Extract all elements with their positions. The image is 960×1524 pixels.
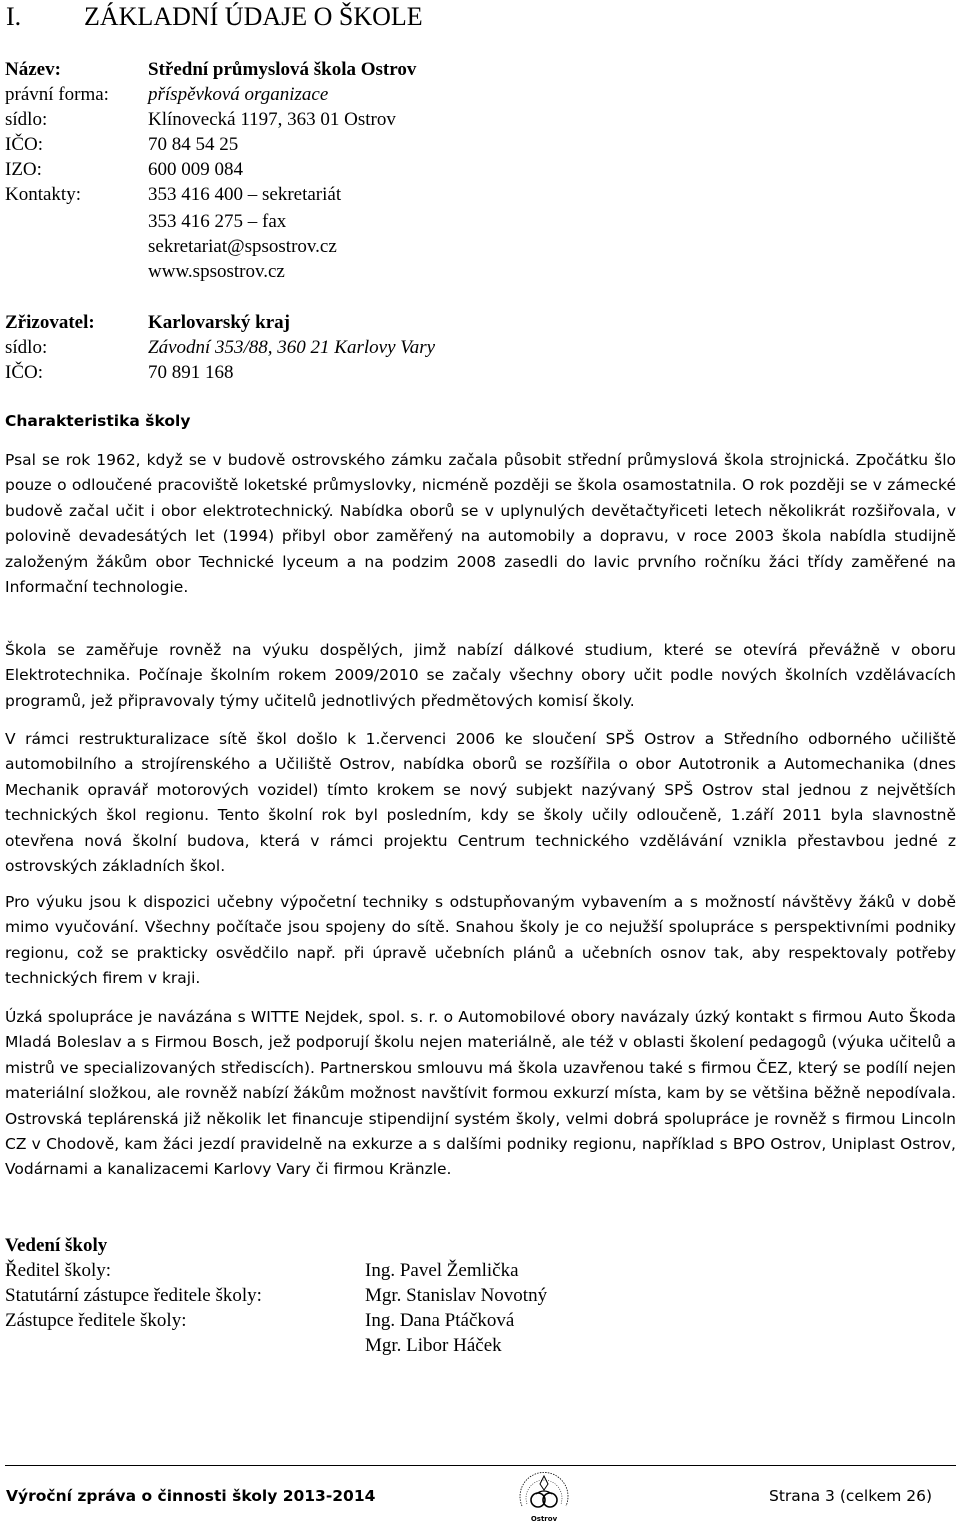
footer-divider (5, 1465, 956, 1466)
footer-report-title: Výroční zpráva o činnosti školy 2013-2014 (6, 1487, 376, 1505)
management-name: Ing. Dana Ptáčková (365, 1310, 515, 1331)
heading-title: ZÁKLADNÍ ÚDAJE O ŠKOLE (84, 2, 423, 31)
legal-form: příspěvková organizace (148, 84, 329, 105)
contact-web[interactable]: www.spsostrov.cz (148, 261, 285, 282)
contact-phone: 353 416 400 – sekretariát (148, 184, 342, 205)
management-title: Vedení školy (5, 1235, 108, 1256)
logo-text: Ostrov (530, 1515, 558, 1523)
paragraph-partners: Úzká spolupráce je navázána s WITTE Nejdek, spol. s. r. o Automobilové obory navázaly úzký kontakt s firmou Auto Škoda Mladá Boleslav a s Firmou Bosch, jež podporují školu nejen materiálně, ale též v oblasti školení pedagogů (výuka učitelů a mistrů ve specializovaných střediscích). Partnerskou smlouvu má škola uzavřenou také s firmou ČEZ, který se podílí nejen materiální složkou, ale rovněž nabízí žákům možnost navštívit formou exkurzí místa, kam by se většina běžně nepodívala. Ostrovská teplárenská již několik let financuje stipendijní systém školy, velmi dobrá spolupráce je rovněž s firmou Lincoln CZ v Chodově, kam žáci jezdí pravidelně na exkurze a s dalšími podniky regionu, například s BPO Ostrov, Uniplast Ostrov, Vodárnami a kanalizacemi Karlovy Vary či firmou Kränzle. (5, 1008, 956, 1179)
founder-name: Karlovarský kraj (148, 312, 290, 333)
school-name: Střední průmyslová škola Ostrov (148, 59, 417, 80)
contact-fax: 353 416 275 – fax (148, 211, 287, 232)
school-izo-label: IZO: (5, 159, 42, 180)
contact-email[interactable]: sekretariat@spsostrov.cz (148, 236, 337, 257)
management-role: Ředitel školy: (5, 1260, 112, 1281)
school-seat-label: sídlo: (5, 109, 48, 130)
paragraph-history: Psal se rok 1962, když se v budově ostrovského zámku začala působit střední průmyslová škola strojnická. Zpočátku šlo pouze o odloučené pracoviště loketské průmyslovky, nicméně později se škola osamostatnila. O rok později se v zámecké budově začal učit i obor elektrotechnický. Nabídka oborů se v uplynulých devětačtyřiceti letech několikrát rozšiřovala, v polovině devadesátých let (1994) přibyl obor zaměřený na automobily a dopravu, v roce 2003 škola nabídla studijně založeným žákům obor Technické lyceum a na podzim 2008 zasedli do lavic prvního ročníku žáci třídy zaměřené na Informační technologie. (5, 451, 956, 597)
founder-ico: 70 891 168 (148, 362, 234, 383)
school-ico-label: IČO: (5, 134, 43, 155)
management-name: Ing. Pavel Žemlička (365, 1260, 519, 1281)
characteristics-title: Charakteristika školy (5, 412, 191, 430)
footer-page-number: Strana 3 (celkem 26) (769, 1487, 932, 1505)
school-seat: Klínovecká 1197, 363 01 Ostrov (148, 109, 396, 130)
founder-ico-label: IČO: (5, 362, 43, 383)
school-izo: 600 009 084 (148, 159, 243, 180)
management-name: Mgr. Stanislav Novotný (365, 1285, 548, 1306)
school-logo-icon (514, 1466, 574, 1524)
contacts-label: Kontakty: (5, 184, 81, 205)
school-ico: 70 84 54 25 (148, 134, 239, 155)
legal-form-label: právní forma: (5, 84, 109, 105)
management-role: Statutární zástupce ředitele školy: (5, 1285, 262, 1306)
paragraph-restructuring: V rámci restrukturalizace sítě škol došlo k 1.červenci 2006 ke sloučení SPŠ Ostrov a Středního odborného učiliště automobilního a strojírenského a Učiliště Ostrov, nabídka oborů se rozšířila o obor Autotronik a Automechanika (dnes Mechanik opravář motorových vozidel) tímto krokem se nový subjekt nazývaný SPŠ Ostrov stal jednou z největších technických škol regionu. Tento školní rok byl posledním, kdy se školy učily odloučeně, 1.září 2011 byla slavnostně otevřena nová školní budova, která v rámci projektu Centrum technického vzdělávání vznikla přestavbou jedné z ostrovských základních škol. (5, 730, 956, 876)
paragraph-adult-education: Škola se zaměřuje rovněž na výuku dospělých, jimž nabízí dálkové studium, které se otevírá převážně v oboru Elektrotechnika. Počínaje školním rokem 2009/2010 se začaly všechny obory učit podle nových školních vzdělávacích programů, jež připravovaly týmy učitelů jednotlivých předmětových komisí školy. (5, 641, 956, 710)
page-heading (6, 2, 423, 32)
school-name-label: Název: (5, 59, 61, 80)
founder-seat-label: sídlo: (5, 337, 48, 358)
paragraph-equipment: Pro výuku jsou k dispozici učebny výpočetní techniky s odstupňovaným vybavením a s možností návštěvy žáků v době mimo vyučování. Všechny počítače jsou spojeny do sítě. Snahou školy je co nejužší spolupráce s perspektivními podniky regionu, což se prakticky osvědčilo např. při úpravě učebních plánů a učebních osnov tak, aby respektovaly potřeby technických firem v kraji. (5, 893, 956, 988)
heading-number: I. (6, 2, 22, 31)
management-role: Zástupce ředitele školy: (5, 1310, 187, 1331)
management-name: Mgr. Libor Háček (365, 1335, 502, 1356)
founder-seat: Závodní 353/88, 360 21 Karlovy Vary (148, 337, 436, 358)
founder-label: Zřizovatel: (5, 312, 95, 333)
